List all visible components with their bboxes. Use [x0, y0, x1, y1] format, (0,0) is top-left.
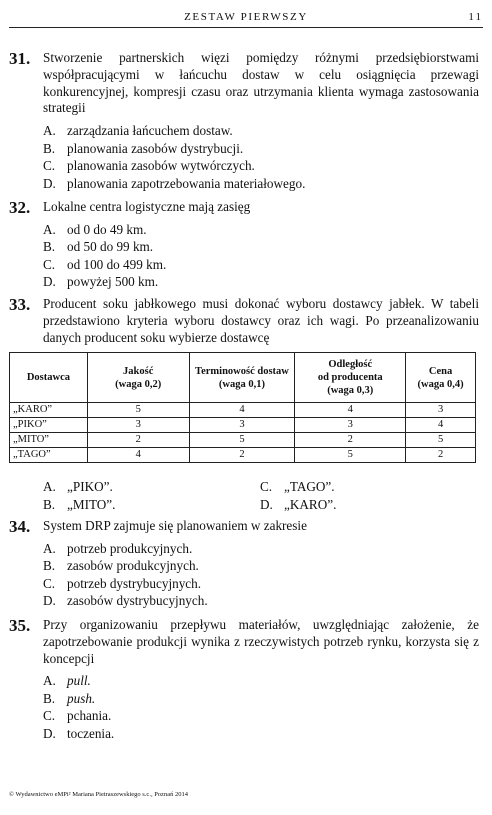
question-text: System DRP zajmuje się planowaniem w zakresie	[43, 518, 307, 533]
column-header: Dostawca	[10, 353, 88, 403]
table-row	[10, 403, 476, 418]
option-a[interactable]: A. od 0 do 49 km.	[43, 221, 147, 237]
question-33	[9, 296, 479, 346]
table-cell: 4	[87, 448, 189, 463]
question-35	[9, 617, 479, 742]
question-text: Lokalne centra logistyczne mają zasięg	[43, 199, 251, 214]
table-cell: 5	[295, 448, 406, 463]
table-cell: 5	[87, 403, 189, 418]
page-number: 11	[468, 11, 483, 23]
question-number: 34.	[9, 517, 31, 536]
option-a[interactable]: A. potrzeb produkcyjnych.	[43, 540, 193, 556]
table-cell: 4	[295, 403, 406, 418]
option-c[interactable]: C. „TAGO”.	[260, 479, 335, 494]
option-a[interactable]: A. „PIKO”.	[43, 479, 113, 494]
question-text: Stworzenie partnerskich więzi pomiędzy różnymi przedsiębiorstwami współpracującymi w łańcuchu dostaw w celu osiągnięcia przewagi konkurencyjnej, kompresji czasu oraz utrzymania klienta wymaga zastosowania strategii	[43, 50, 479, 116]
answer-options	[43, 540, 479, 610]
question-34	[9, 518, 479, 610]
table-cell: 3	[87, 418, 189, 433]
question-32	[9, 199, 479, 291]
table-row	[10, 418, 476, 433]
question-number: 33.	[9, 295, 31, 314]
supplier-name: „PIKO”	[10, 418, 88, 433]
option-d[interactable]: D. zasobów dystrybucyjnych.	[43, 593, 208, 609]
supplier-criteria-table	[9, 352, 476, 463]
option-b[interactable]: B. planowania zasobów dystrybucji.	[43, 140, 244, 156]
table-row	[10, 448, 476, 463]
answer-options	[43, 122, 479, 192]
table-cell: 2	[87, 433, 189, 448]
option-c[interactable]: C. potrzeb dystrybucyjnych.	[43, 575, 202, 591]
option-b[interactable]: B. zasobów produkcyjnych.	[43, 558, 199, 574]
option-d[interactable]: D. toczenia.	[43, 725, 115, 741]
option-c[interactable]: C. od 100 do 499 km.	[43, 256, 167, 272]
question-text: Producent soku jabłkowego musi dokonać wyboru dostawcy jabłek. W tabeli przedstawiono kryteria wyboru dostawcy oraz ich wagi. Po przeanalizowaniu danych producent soku wybierze dostawcę	[43, 296, 479, 345]
option-c[interactable]: C. pchania.	[43, 708, 112, 724]
table-cell: 4	[189, 403, 295, 418]
answer-options	[43, 478, 479, 513]
table-cell: 2	[189, 448, 295, 463]
column-header: Jakość (waga 0,2)	[87, 353, 189, 403]
question-number: 31.	[9, 49, 31, 68]
supplier-name: „KARO”	[10, 403, 88, 418]
option-d[interactable]: D. planowania zapotrzebowania materiałowego.	[43, 175, 306, 191]
option-a[interactable]: A. zarządzania łańcuchem dostaw.	[43, 123, 233, 139]
section-title: ZESTAW PIERWSZY	[184, 11, 308, 23]
table-cell: 3	[189, 418, 295, 433]
table-cell: 3	[406, 403, 476, 418]
table-cell: 2	[406, 448, 476, 463]
question-33-options	[9, 478, 479, 513]
table-cell: 2	[295, 433, 406, 448]
option-b[interactable]: B. od 50 do 99 km.	[43, 239, 154, 255]
answer-options	[43, 221, 479, 291]
option-b[interactable]: B. „MITO”.	[43, 496, 116, 512]
table-cell: 3	[295, 418, 406, 433]
copyright-footer: © Wydawnictwo eMPi² Mariana Pietraszewskiego s.c., Poznań 2014	[9, 791, 188, 798]
question-31	[9, 50, 479, 192]
supplier-name: „MITO”	[10, 433, 88, 448]
option-d[interactable]: D. „KARO”.	[260, 496, 337, 512]
option-c[interactable]: C. planowania zasobów wytwórczych.	[43, 158, 255, 174]
answer-options	[43, 672, 479, 742]
question-number: 35.	[9, 616, 31, 635]
table-cell: 5	[406, 433, 476, 448]
question-text: Przy organizowaniu przepływu materiałów, uwzględniając założenie, że zapotrzebowanie produkcji wynika z rzeczywistych potrzeb rynku, korzysta się z koncepcji	[43, 617, 479, 666]
column-header: Odległość od producenta (waga 0,3)	[295, 353, 406, 403]
table-cell: 5	[189, 433, 295, 448]
option-b[interactable]: B. push.	[43, 690, 96, 706]
column-header: Terminowość dostaw (waga 0,1)	[189, 353, 295, 403]
page-header	[9, 9, 483, 28]
supplier-name: „TAGO”	[10, 448, 88, 463]
table-cell: 4	[406, 418, 476, 433]
option-d[interactable]: D. powyżej 500 km.	[43, 274, 159, 290]
table-row	[10, 433, 476, 448]
question-number: 32.	[9, 198, 31, 217]
option-a[interactable]: A. pull.	[43, 673, 91, 689]
table-header-row	[10, 353, 476, 403]
column-header: Cena (waga 0,4)	[406, 353, 476, 403]
